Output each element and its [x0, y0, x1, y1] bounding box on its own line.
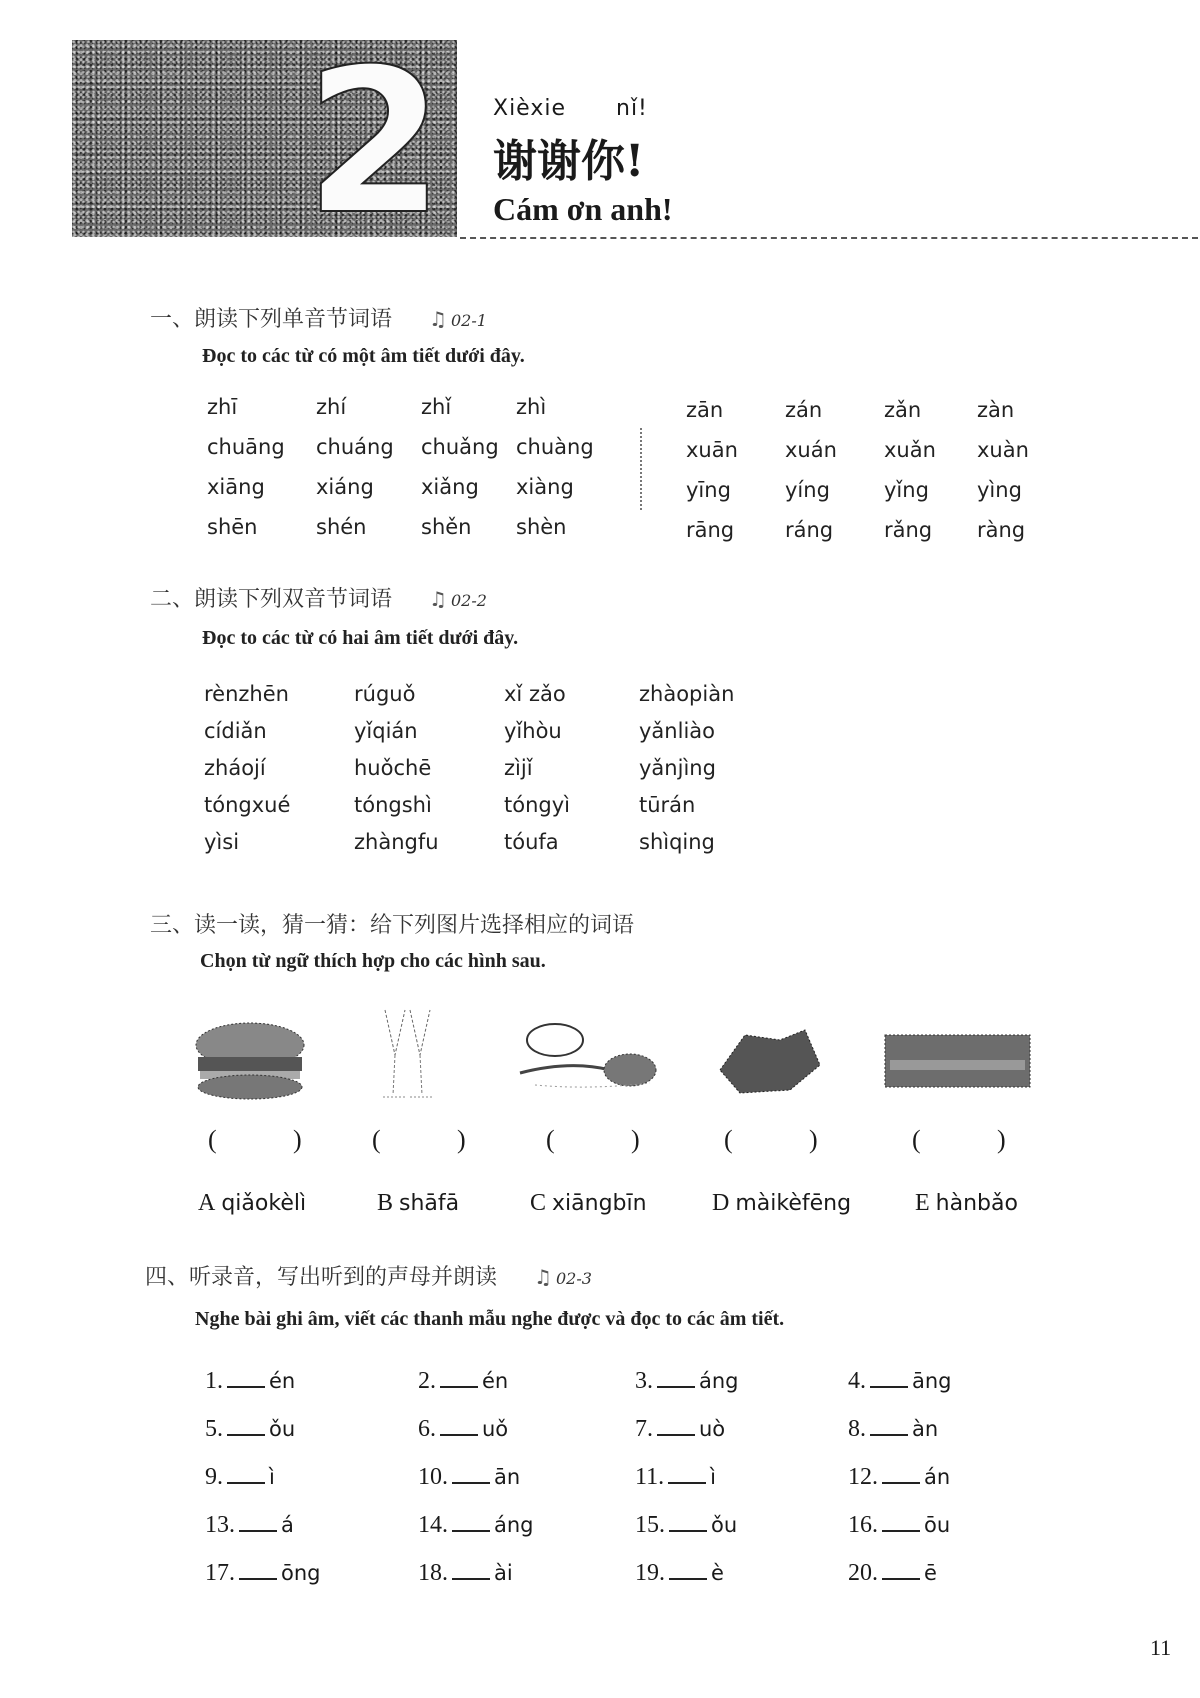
answer-blank-open: ( [546, 1125, 555, 1154]
syllable: yīng [686, 478, 731, 502]
option-word: hànbǎo [935, 1191, 1018, 1216]
syllable: shén [316, 515, 367, 539]
option-d[interactable] [712, 1190, 851, 1217]
answer-blank[interactable] [870, 1434, 908, 1436]
final-syllable: ǒu [711, 1513, 738, 1537]
syllable: chuàng [516, 435, 594, 459]
item-number: 14. [418, 1512, 448, 1538]
syllable: yǐng [884, 478, 929, 502]
answer-blank-close: ) [997, 1125, 1006, 1154]
section4-subtitle: Nghe bài ghi âm, viết các thanh mẫu nghe được và đọc to các âm tiết. [195, 1308, 785, 1330]
title-pinyin-word1: Xièxie [493, 96, 566, 121]
title-pinyin [493, 96, 648, 121]
exercise-item [848, 1368, 952, 1395]
option-e[interactable] [915, 1190, 1018, 1217]
final-syllable: án [924, 1465, 951, 1489]
word: yìsi [204, 830, 240, 854]
final-syllable: á [281, 1513, 294, 1537]
answer-blank[interactable] [882, 1530, 920, 1532]
exercise-item [635, 1560, 724, 1587]
syllable: zhǐ [421, 395, 452, 419]
option-letter: C [530, 1190, 547, 1216]
audio-icon[interactable]: ♫ [534, 1265, 552, 1289]
title-chinese: 谢谢你! [493, 136, 645, 187]
option-letter: A [198, 1190, 216, 1216]
page-number: 11 [1150, 1635, 1172, 1660]
final-syllable: áng [699, 1369, 739, 1393]
section4-title-cn: 四、听录音，写出听到的声母并朗读 [145, 1265, 498, 1290]
item-number: 18. [418, 1560, 448, 1586]
final-syllable: àn [912, 1417, 939, 1441]
option-word: xiāngbīn [552, 1191, 647, 1216]
final-syllable: ǒu [269, 1417, 296, 1441]
exercise-item [205, 1560, 321, 1587]
option-b[interactable] [377, 1190, 459, 1217]
exercise-item [418, 1464, 520, 1491]
exercise-item [205, 1368, 295, 1395]
answer-blank[interactable] [452, 1530, 490, 1532]
syllable: yìng [977, 478, 1022, 502]
section4-heading [145, 1260, 592, 1291]
exercise-item [848, 1464, 950, 1491]
word: tóngshì [354, 793, 432, 817]
answer-blank[interactable] [669, 1578, 707, 1580]
exercise-item [848, 1560, 937, 1587]
exercise-item [418, 1512, 534, 1539]
exercise-item [418, 1368, 508, 1395]
section2-track: 02-2 [450, 591, 487, 610]
final-syllable: āng [912, 1369, 952, 1393]
audio-icon[interactable]: ♫ [429, 587, 447, 611]
syllable: rāng [686, 518, 735, 542]
answer-blank[interactable] [440, 1434, 478, 1436]
option-word: shāfā [399, 1191, 460, 1216]
final-syllable: ān [494, 1465, 521, 1489]
microphone-picture [510, 1015, 660, 1105]
answer-blank[interactable] [657, 1434, 695, 1436]
answer-blank[interactable] [227, 1482, 265, 1484]
syllable: xiàng [516, 475, 574, 499]
title-vietnamese: Cám ơn anh! [493, 191, 673, 227]
answer-blank-close: ) [457, 1125, 466, 1154]
answer-blank[interactable] [239, 1578, 277, 1580]
answer-blank[interactable] [440, 1386, 478, 1388]
syllable: ráng [785, 518, 834, 542]
syllable: zán [785, 398, 823, 422]
answer-blank-close: ) [631, 1125, 640, 1154]
word: tūrán [639, 793, 696, 817]
answer-blank-open: ( [912, 1125, 921, 1154]
item-number: 2. [418, 1368, 436, 1394]
syllable: xiáng [316, 475, 374, 499]
item-number: 6. [418, 1416, 436, 1442]
final-syllable: áng [494, 1513, 534, 1537]
syllable: zàn [977, 398, 1015, 422]
exercise-item [205, 1464, 275, 1491]
word: zháojí [204, 756, 266, 780]
answer-blank-close: ) [809, 1125, 818, 1154]
answer-blank-close: ) [293, 1125, 302, 1154]
syllable: xuān [686, 438, 738, 462]
syllable: zān [686, 398, 724, 422]
answer-blank-open: ( [208, 1125, 217, 1154]
exercise-item [418, 1560, 513, 1587]
item-number: 5. [205, 1416, 223, 1442]
item-number: 10. [418, 1464, 448, 1490]
lesson-number: 2 [305, 26, 445, 259]
answer-blank[interactable] [668, 1482, 706, 1484]
title-pinyin-word2: nǐ! [616, 96, 648, 121]
answer-blank[interactable] [669, 1530, 707, 1532]
word: shìqing [639, 830, 715, 854]
item-number: 11. [635, 1464, 665, 1490]
word: zìjǐ [504, 756, 533, 780]
final-syllable: én [482, 1369, 509, 1393]
syllable: zǎn [884, 398, 922, 422]
sofa-picture [365, 1005, 455, 1105]
exercise-item [635, 1464, 716, 1491]
word: yǐqián [354, 719, 418, 743]
answer-blank-open: ( [372, 1125, 381, 1154]
answer-blank-open: ( [724, 1125, 733, 1154]
option-a[interactable] [198, 1190, 306, 1217]
item-number: 9. [205, 1464, 223, 1490]
word: tóngxué [204, 793, 291, 817]
word: zhàngfu [354, 830, 439, 854]
item-number: 8. [848, 1416, 866, 1442]
final-syllable: uò [699, 1417, 726, 1441]
item-number: 1. [205, 1368, 223, 1394]
final-syllable: ài [494, 1561, 513, 1585]
syllable: zhì [516, 395, 547, 419]
exercise-item [635, 1416, 725, 1443]
syllable: chuǎng [421, 435, 499, 459]
word: xǐ zǎo [504, 682, 566, 706]
answer-blank[interactable] [870, 1386, 908, 1388]
answer-blank[interactable] [657, 1386, 695, 1388]
exercise-item [848, 1416, 938, 1443]
item-number: 4. [848, 1368, 866, 1394]
syllable: zhī [207, 395, 238, 419]
popsicle-picture [880, 1020, 1035, 1105]
side-margin-text [1150, 1250, 1170, 1610]
answer-blank[interactable] [882, 1482, 920, 1484]
syllable: xuàn [977, 438, 1029, 462]
word: huǒchē [354, 756, 432, 780]
word: yǎnjìng [639, 756, 716, 780]
word: cídiǎn [204, 719, 267, 743]
section4-track: 02-3 [555, 1269, 592, 1288]
word: tóufa [504, 830, 559, 854]
section1-heading [150, 302, 487, 333]
section3-subtitle: Chọn từ ngữ thích hợp cho các hình sau. [200, 950, 546, 972]
item-number: 19. [635, 1560, 665, 1586]
option-letter: E [915, 1190, 930, 1216]
answer-blank[interactable] [452, 1482, 490, 1484]
item-number: 20. [848, 1560, 878, 1586]
option-word: qiǎokèlì [221, 1191, 307, 1216]
answer-blank[interactable] [239, 1530, 277, 1532]
syllable: chuáng [316, 435, 394, 459]
option-letter: D [712, 1190, 730, 1216]
syllable: xuǎn [884, 438, 936, 462]
section1-track: 02-1 [450, 311, 487, 330]
item-number: 13. [205, 1512, 235, 1538]
word: yǎnliào [639, 719, 715, 743]
syllable: shēn [207, 515, 258, 539]
item-number: 16. [848, 1512, 878, 1538]
syllable: yíng [785, 478, 830, 502]
final-syllable: ì [269, 1465, 275, 1489]
option-c[interactable] [530, 1190, 647, 1217]
syllable: shèn [516, 515, 567, 539]
answer-blank[interactable] [882, 1578, 920, 1580]
exercise-item [418, 1416, 508, 1443]
syllable: shěn [421, 515, 472, 539]
syllable: xiǎng [421, 475, 479, 499]
item-number: 3. [635, 1368, 653, 1394]
syllable: chuāng [207, 435, 285, 459]
syllable: ràng [977, 518, 1026, 542]
final-syllable: ē [924, 1561, 937, 1585]
item-number: 12. [848, 1464, 878, 1490]
exercise-item [205, 1512, 294, 1539]
item-number: 7. [635, 1416, 653, 1442]
final-syllable: è [711, 1561, 724, 1585]
syllable: zhí [316, 395, 347, 419]
option-letter: B [377, 1190, 394, 1216]
exercise-item [848, 1512, 950, 1539]
syllable: xuán [785, 438, 837, 462]
answer-blank[interactable] [452, 1578, 490, 1580]
answer-blank[interactable] [227, 1434, 265, 1436]
audio-icon[interactable]: ♫ [429, 307, 447, 331]
hamburger-picture [190, 1015, 310, 1105]
word: rènzhēn [204, 682, 289, 706]
option-word: màikèfēng [735, 1191, 852, 1216]
section3-title-cn: 三、读一读，猜一猜：给下列图片选择相应的词语 [150, 913, 635, 938]
section1-subtitle: Đọc to các từ có một âm tiết dưới đây. [202, 345, 525, 367]
final-syllable: én [269, 1369, 296, 1393]
exercise-item [635, 1368, 739, 1395]
final-syllable: ì [710, 1465, 716, 1489]
section2-subtitle: Đọc to các từ có hai âm tiết dưới đây. [202, 627, 519, 649]
item-number: 15. [635, 1512, 665, 1538]
word: zhàopiàn [639, 682, 735, 706]
chocolate-picture [710, 1015, 830, 1105]
section2-heading [150, 582, 487, 613]
answer-blank[interactable] [227, 1386, 265, 1388]
syllable: xiāng [207, 475, 265, 499]
item-number: 17. [205, 1560, 235, 1586]
final-syllable: uǒ [482, 1417, 509, 1441]
final-syllable: ōng [281, 1561, 321, 1585]
header-divider [460, 237, 1198, 239]
section1-title-cn: 一、朗读下列单音节词语 [150, 307, 393, 332]
syllable: rǎng [884, 518, 933, 542]
word: tóngyì [504, 793, 570, 817]
exercise-item [205, 1416, 295, 1443]
word: rúguǒ [354, 682, 416, 706]
section2-title-cn: 二、朗读下列双音节词语 [150, 587, 393, 612]
word: yǐhòu [504, 719, 562, 743]
column-divider [640, 428, 642, 510]
exercise-item [635, 1512, 737, 1539]
final-syllable: ōu [924, 1513, 951, 1537]
